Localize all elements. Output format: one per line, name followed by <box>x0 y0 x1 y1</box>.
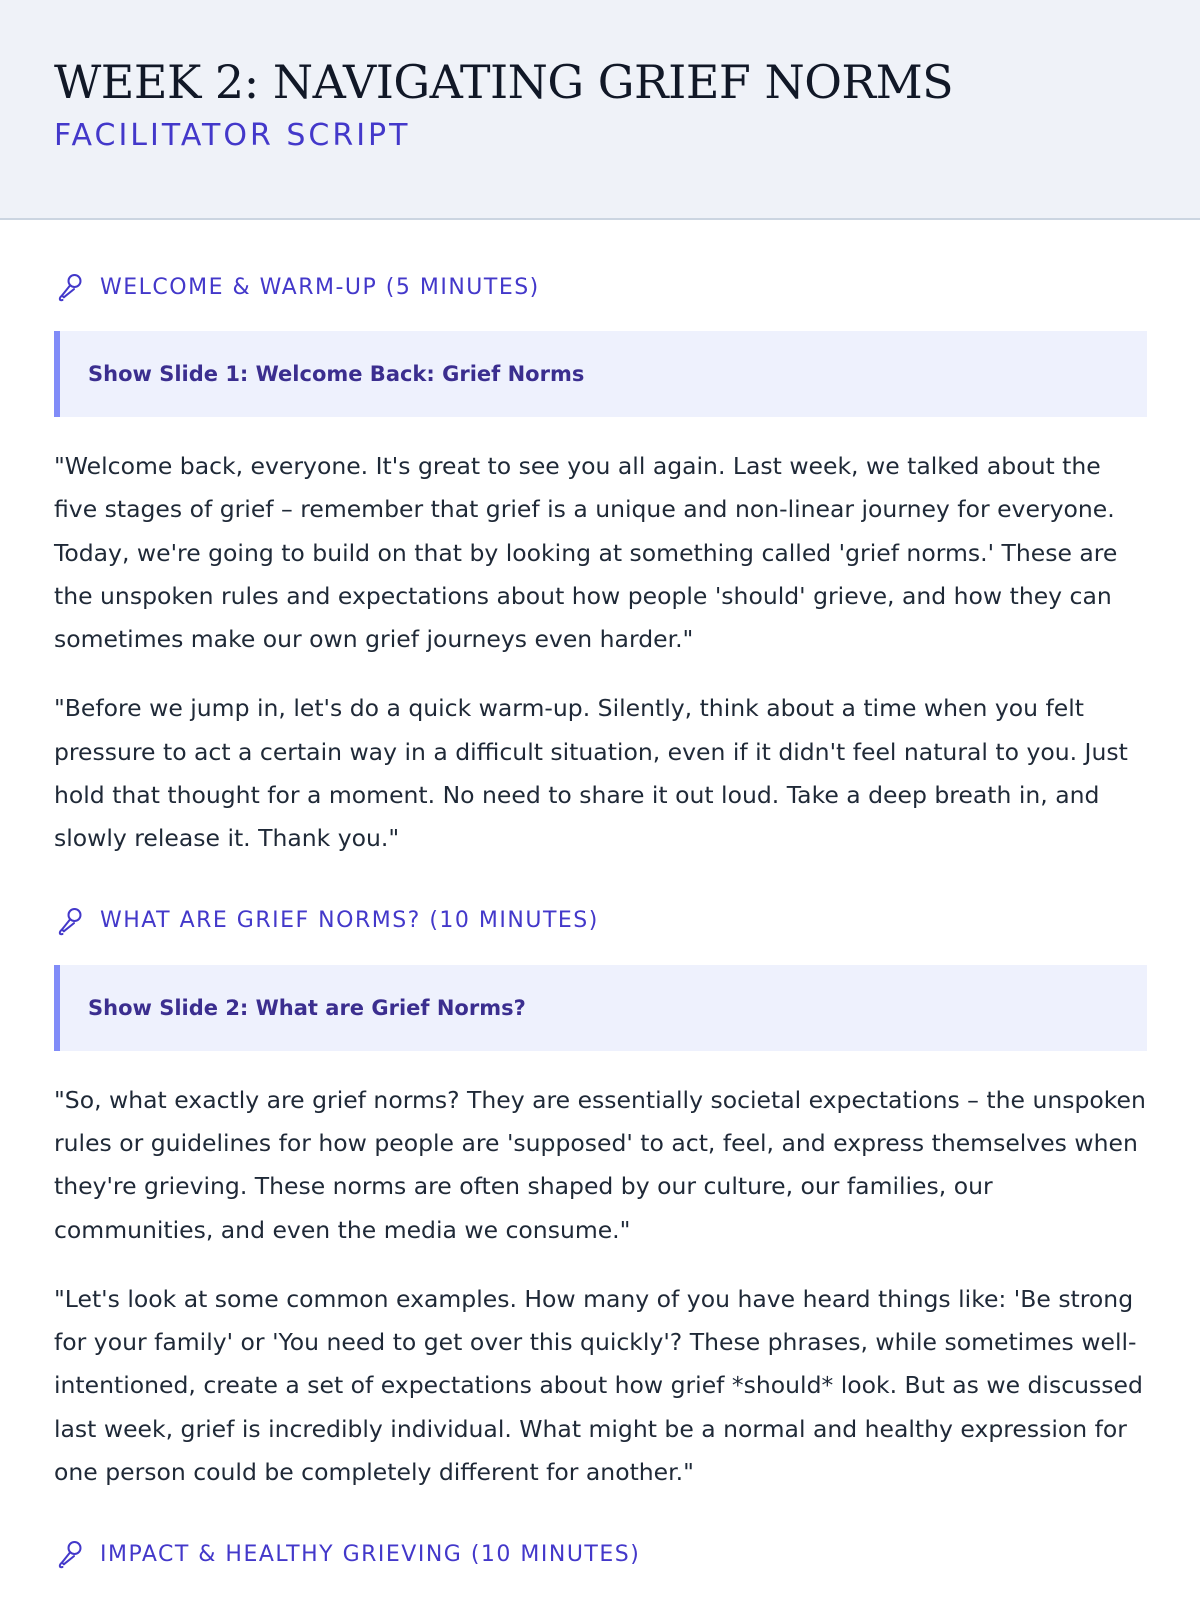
script-paragraph: "Before we jump in, let's do a quick warm-up. Silently, think about a time when you felt pressure to act a certain way in a difficult situation, even if it didn't feel natural to you. Just hold that thought for a moment. No need to share it out loud. Take a deep breath in, and slowly release it. Thank you." <box>54 694 1128 853</box>
microphone-icon <box>54 905 86 937</box>
section-heading-impact <box>54 1534 1147 1574</box>
script-content <box>0 267 1200 1574</box>
section-heading-label: WHAT ARE GRIEF NORMS? (10 MINUTES) <box>100 908 599 934</box>
microphone-icon <box>54 1538 86 1570</box>
script-paragraph: "So, what exactly are grief norms? They are essentially societal expectations – the unspoken rules or guidelines for how people are 'supposed' to act, feel, and express themselves when they're grieving. These norms are often shaped by our culture, our families, our communities, and even the media we consume." <box>54 1085 1146 1244</box>
slide-callout-text: Show Slide 2: What are Grief Norms? <box>88 995 526 1020</box>
document-header <box>0 0 1200 220</box>
section-heading-label: IMPACT & HEALTHY GRIEVING (10 MINUTES) <box>100 1541 641 1567</box>
page-subtitle: FACILITATOR SCRIPT <box>54 118 411 153</box>
section-heading-what-are-grief-norms <box>54 901 1147 941</box>
script-paragraph: "Let's look at some common examples. How many of you have heard things like: 'Be strong for your family' or 'You need to get over this quickly'? These phrases, while sometimes well-intentioned, create a set of expectations about how grief *should* look. But as we discussed last week, grief is incredibly individual. What might be a normal and healthy expression for one person could be completely different for another." <box>54 1284 1143 1487</box>
section-heading-label: WELCOME & WARM-UP (5 MINUTES) <box>100 274 540 300</box>
page-title: WEEK 2: NAVIGATING GRIEF NORMS <box>54 55 954 109</box>
slide-callout-text: Show Slide 1: Welcome Back: Grief Norms <box>88 362 585 386</box>
microphone-icon <box>54 271 86 303</box>
slide-callout <box>54 965 1147 1051</box>
slide-callout <box>54 331 1147 417</box>
section-heading-welcome <box>54 267 1147 307</box>
script-paragraph: "Welcome back, everyone. It's great to see you all again. Last week, we talked about the five stages of grief – remember that grief is a unique and non-linear journey for everyone. Today, we're going to build on that by looking at something called 'grief norms.' These are the unspoken rules and expectations about how people 'should' grieve, and how they can sometimes make our own grief journeys even harder." <box>54 452 1118 654</box>
